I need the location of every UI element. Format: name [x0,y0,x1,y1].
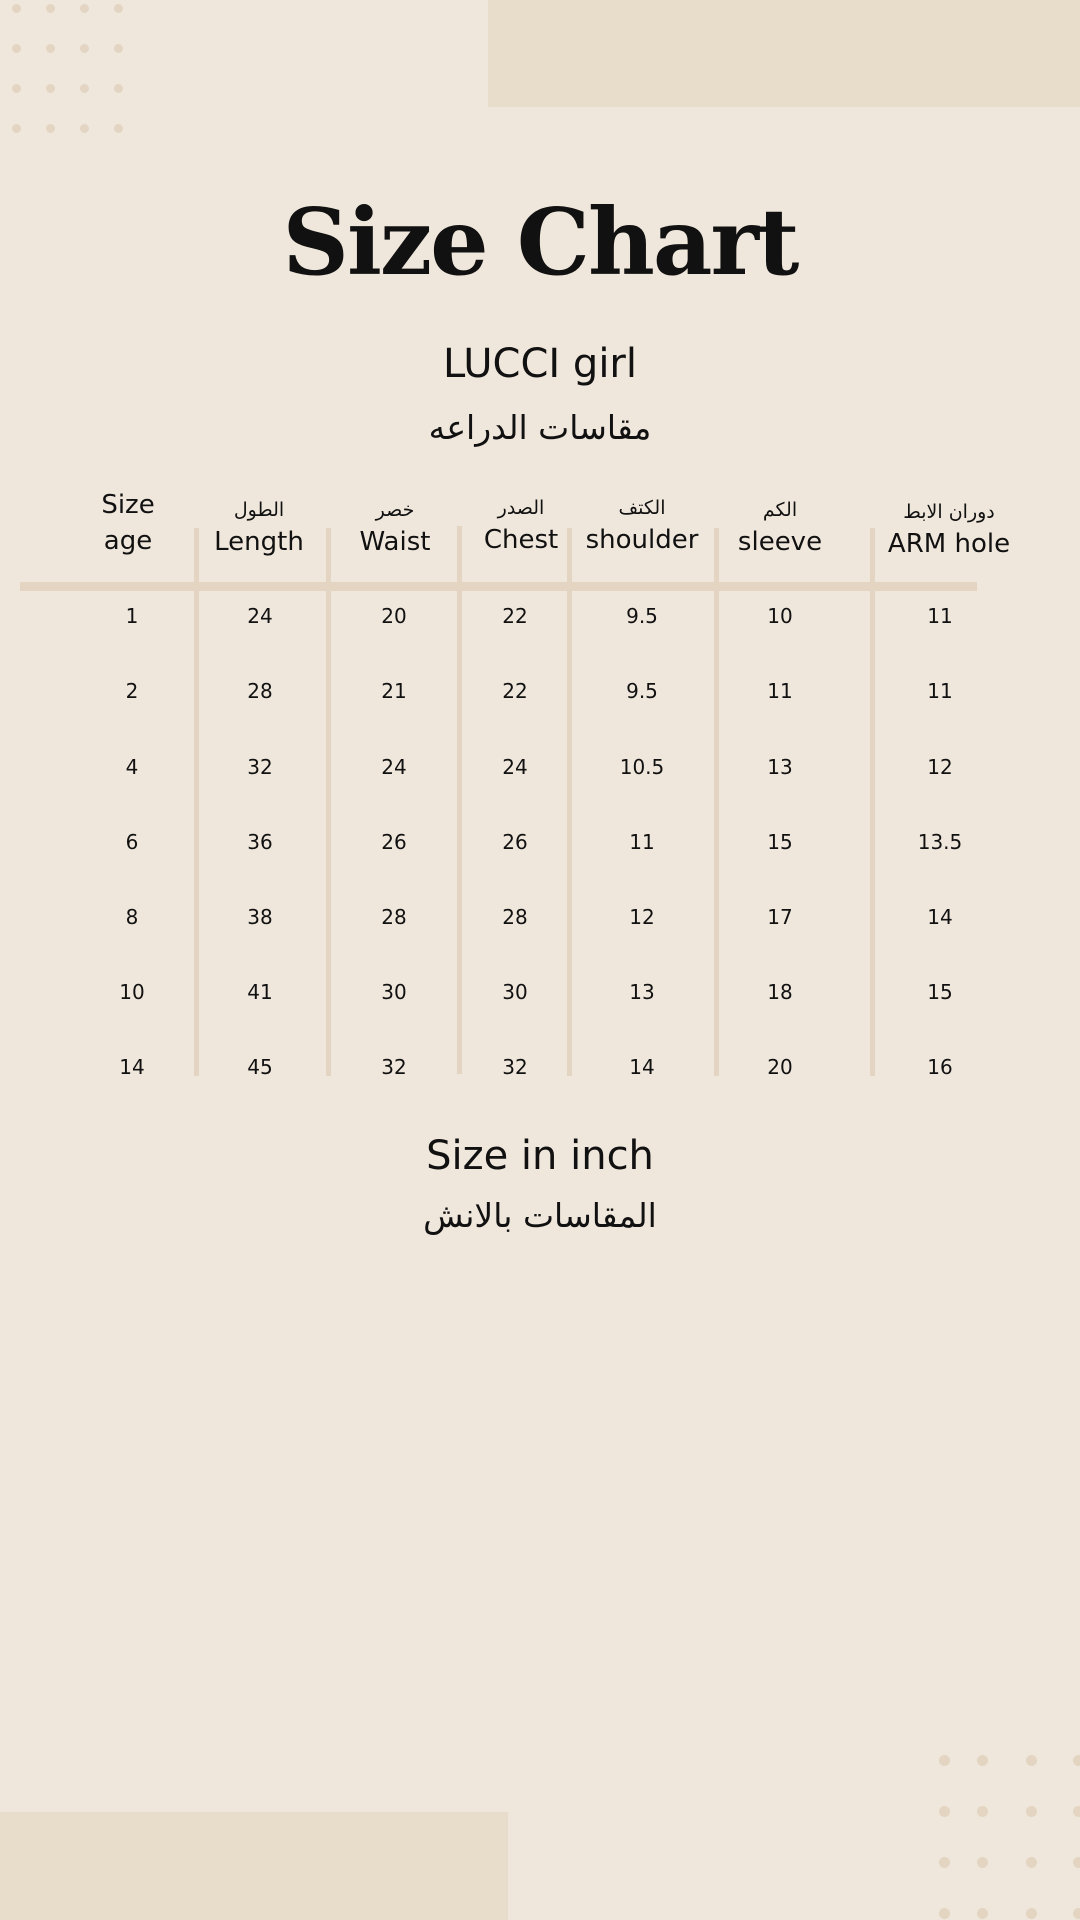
column-header-english: shoulder [585,525,699,555]
column-header-arabic: خصر [375,499,415,521]
table-cell: 28 [502,905,528,929]
column-header-arabic: الطول [233,499,285,521]
table-cell: 12 [629,905,655,929]
table-cell: 4 [125,755,139,779]
table-cell: 2 [125,679,139,703]
table-cell: 32 [247,755,273,779]
table-cell: 14 [119,1055,145,1079]
table-cell: 30 [502,980,528,1004]
column-header-armhole [870,503,1028,557]
column-divider [714,528,719,1076]
decorative-dot [46,84,55,93]
table-cell: 17 [767,905,793,929]
table-cell: 11 [927,679,953,703]
table-cell: 22 [502,679,528,703]
decorative-block-top [488,0,1080,107]
column-divider [326,528,331,1076]
brand-subtitle-arabic: مقاسات الدراعه [428,408,652,447]
page-title: Size Chart [282,188,798,296]
decorative-dot [80,124,89,133]
decorative-dot [939,1755,950,1766]
table-cell: 11 [927,604,953,628]
table-cell: 24 [247,604,273,628]
table-cell: 8 [125,905,139,929]
table-cell: 26 [502,830,528,854]
decorative-dot [114,84,123,93]
decorative-dot [1026,1908,1037,1919]
table-cell: 41 [247,980,273,1004]
table-cell: 10 [119,980,145,1004]
brand-name: LUCCI girl [442,341,637,387]
table-cell: 12 [927,755,953,779]
column-header-shoulder [572,499,712,553]
decorative-dot [114,124,123,133]
table-cell: 6 [125,830,139,854]
table-cell: 15 [927,980,953,1004]
table-cell: 32 [502,1055,528,1079]
column-header-chest [461,499,581,553]
column-header-english: Length [214,527,304,557]
decorative-dot [1073,1806,1080,1817]
decorative-dot [1026,1857,1037,1868]
column-header-sleeve [720,501,840,555]
table-cell: 45 [247,1055,273,1079]
table-cell: 15 [767,830,793,854]
table-cell: 10.5 [619,755,665,779]
decorative-dot [80,4,89,13]
table-cell: 22 [502,604,528,628]
table-cell: 14 [927,905,953,929]
table-cell: 30 [381,980,407,1004]
decorative-dot [80,44,89,53]
column-header-english: Waist [359,527,431,557]
decorative-dot [12,84,21,93]
column-header-size [68,492,188,554]
decorative-dot [114,4,123,13]
table-cell: 9.5 [626,679,658,703]
table-cell: 11 [767,679,793,703]
decorative-dot [1073,1857,1080,1868]
column-header-size-label: Size [101,490,155,520]
decorative-dot [46,124,55,133]
table-cell: 26 [381,830,407,854]
table-cell: 28 [247,679,273,703]
table-cell: 18 [767,980,793,1004]
decorative-dot [939,1908,950,1919]
decorative-dot [977,1857,988,1868]
column-divider [457,526,462,1074]
table-cell: 13 [629,980,655,1004]
decorative-dot [977,1908,988,1919]
column-header-length [199,501,319,555]
decorative-dot [46,4,55,13]
column-header-arabic: دوران الابط [903,501,995,523]
table-cell: 13 [767,755,793,779]
decorative-dot [1026,1755,1037,1766]
decorative-dot [12,44,21,53]
decorative-dot [939,1806,950,1817]
table-cell: 16 [927,1055,953,1079]
table-cell: 32 [381,1055,407,1079]
column-header-age-label: age [103,526,153,556]
column-header-waist [335,501,455,555]
decorative-dot [1026,1806,1037,1817]
decorative-dot [46,44,55,53]
decorative-dot [12,124,21,133]
table-cell: 9.5 [626,604,658,628]
table-cell: 11 [629,830,655,854]
table-cell: 13.5 [917,830,963,854]
column-header-english: Chest [483,525,559,555]
table-cell: 14 [629,1055,655,1079]
table-cell: 28 [381,905,407,929]
decorative-dot [12,4,21,13]
unit-note-arabic: المقاسات بالانش [423,1196,657,1235]
column-header-english: sleeve [737,527,823,557]
decorative-dot [1073,1755,1080,1766]
column-divider [567,528,572,1076]
table-cell: 36 [247,830,273,854]
table-cell: 24 [381,755,407,779]
unit-note: Size in inch [426,1133,654,1179]
decorative-dot [80,84,89,93]
table-cell: 20 [767,1055,793,1079]
header-divider [20,582,977,591]
decorative-dot [114,44,123,53]
decorative-dot [977,1806,988,1817]
table-cell: 38 [247,905,273,929]
table-cell: 1 [125,604,139,628]
decorative-block-bottom [0,1812,508,1920]
table-cell: 10 [767,604,793,628]
column-divider [194,528,199,1076]
column-divider [870,528,875,1076]
column-header-arabic: الكم [762,499,798,521]
column-header-arabic: الصدر [497,497,545,519]
decorative-dot [977,1755,988,1766]
column-header-english: ARM hole [887,529,1011,559]
column-header-arabic: الكتف [618,497,666,519]
table-cell: 24 [502,755,528,779]
decorative-dot [939,1857,950,1868]
decorative-dot [1073,1908,1080,1919]
table-cell: 20 [381,604,407,628]
table-cell: 21 [381,679,407,703]
